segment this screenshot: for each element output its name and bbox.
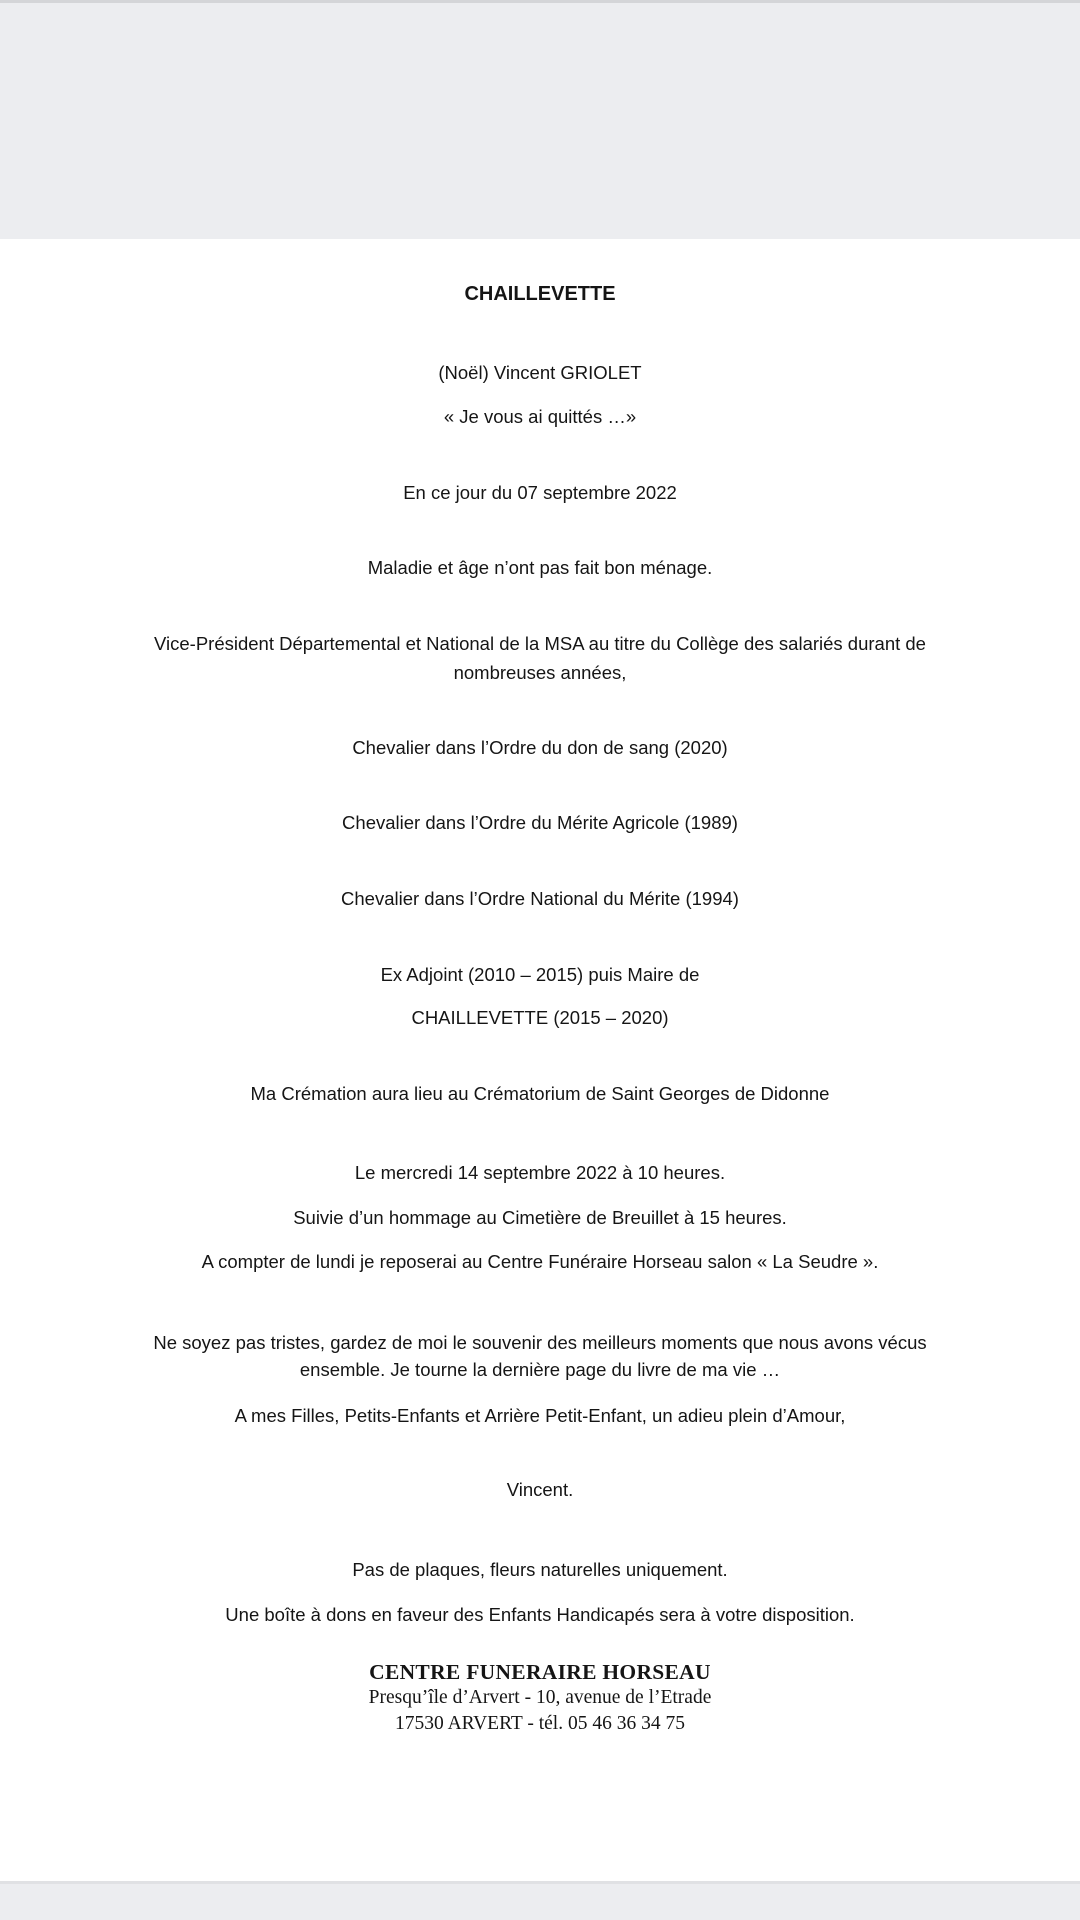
message-line-1: Ne soyez pas tristes, gardez de moi le souvenir des meilleurs moments que nous avons vécus <box>153 1332 927 1353</box>
role-line-1: Vice-Président Départemental et National de la MSA au titre du Collège des salariés durant de <box>154 633 926 654</box>
bottom-edge <box>0 1881 1080 1884</box>
death-date: En ce jour du 07 septembre 2022 <box>403 482 677 503</box>
mandate-line-1: Ex Adjoint (2010 – 2015) puis Maire de <box>380 964 700 985</box>
honor-line-3: Chevalier dans l’Ordre National du Mérite (1994) <box>341 888 739 909</box>
cremation-line: Ma Crémation aura lieu au Crématorium de Saint Georges de Didonne <box>250 1083 830 1104</box>
ceremony-date-line: Le mercredi 14 septembre 2022 à 10 heures. <box>354 1162 726 1183</box>
signature-line: Vincent. <box>506 1479 574 1500</box>
rest-place-line: A compter de lundi je reposerai au Centre Funéraire Horseau salon « La Seudre ». <box>201 1251 879 1272</box>
funeral-home-address: Presqu’île d’Arvert - 10, avenue de l’Etrade <box>368 1687 712 1708</box>
cause-line: Maladie et âge n’ont pas fait bon ménage. <box>367 557 713 578</box>
top-edge <box>0 0 1080 3</box>
honor-line-1: Chevalier dans l’Ordre du don de sang (2020) <box>352 737 728 758</box>
donations-line: Une boîte à dons en faveur des Enfants Handicapés sera à votre disposition. <box>225 1604 855 1625</box>
honor-line-2: Chevalier dans l’Ordre du Mérite Agricole (1989) <box>342 812 738 833</box>
mandate-line-2: CHAILLEVETTE (2015 – 2020) <box>411 1007 669 1028</box>
notice-heading: CHAILLEVETTE <box>464 283 616 305</box>
farewell-line: A mes Filles, Petits-Enfants et Arrière Petit-Enfant, un adieu plein d’Amour, <box>234 1405 846 1426</box>
funeral-home-contact: 17530 ARVERT - tél. 05 46 36 34 75 <box>395 1713 685 1734</box>
message-line-2: ensemble. Je tourne la dernière page du livre de ma vie … <box>299 1359 781 1380</box>
deceased-name: (Noël) Vincent GRIOLET <box>438 362 642 383</box>
funeral-home-name: CENTRE FUNERAIRE HORSEAU <box>369 1660 711 1684</box>
notice-quote: « Je vous ai quittés …» <box>443 406 637 427</box>
tribute-line: Suivie d’un hommage au Cimetière de Breuillet à 15 heures. <box>293 1207 787 1228</box>
role-line-2: nombreuses années, <box>453 662 627 683</box>
flowers-line: Pas de plaques, fleurs naturelles uniquement. <box>352 1559 728 1580</box>
